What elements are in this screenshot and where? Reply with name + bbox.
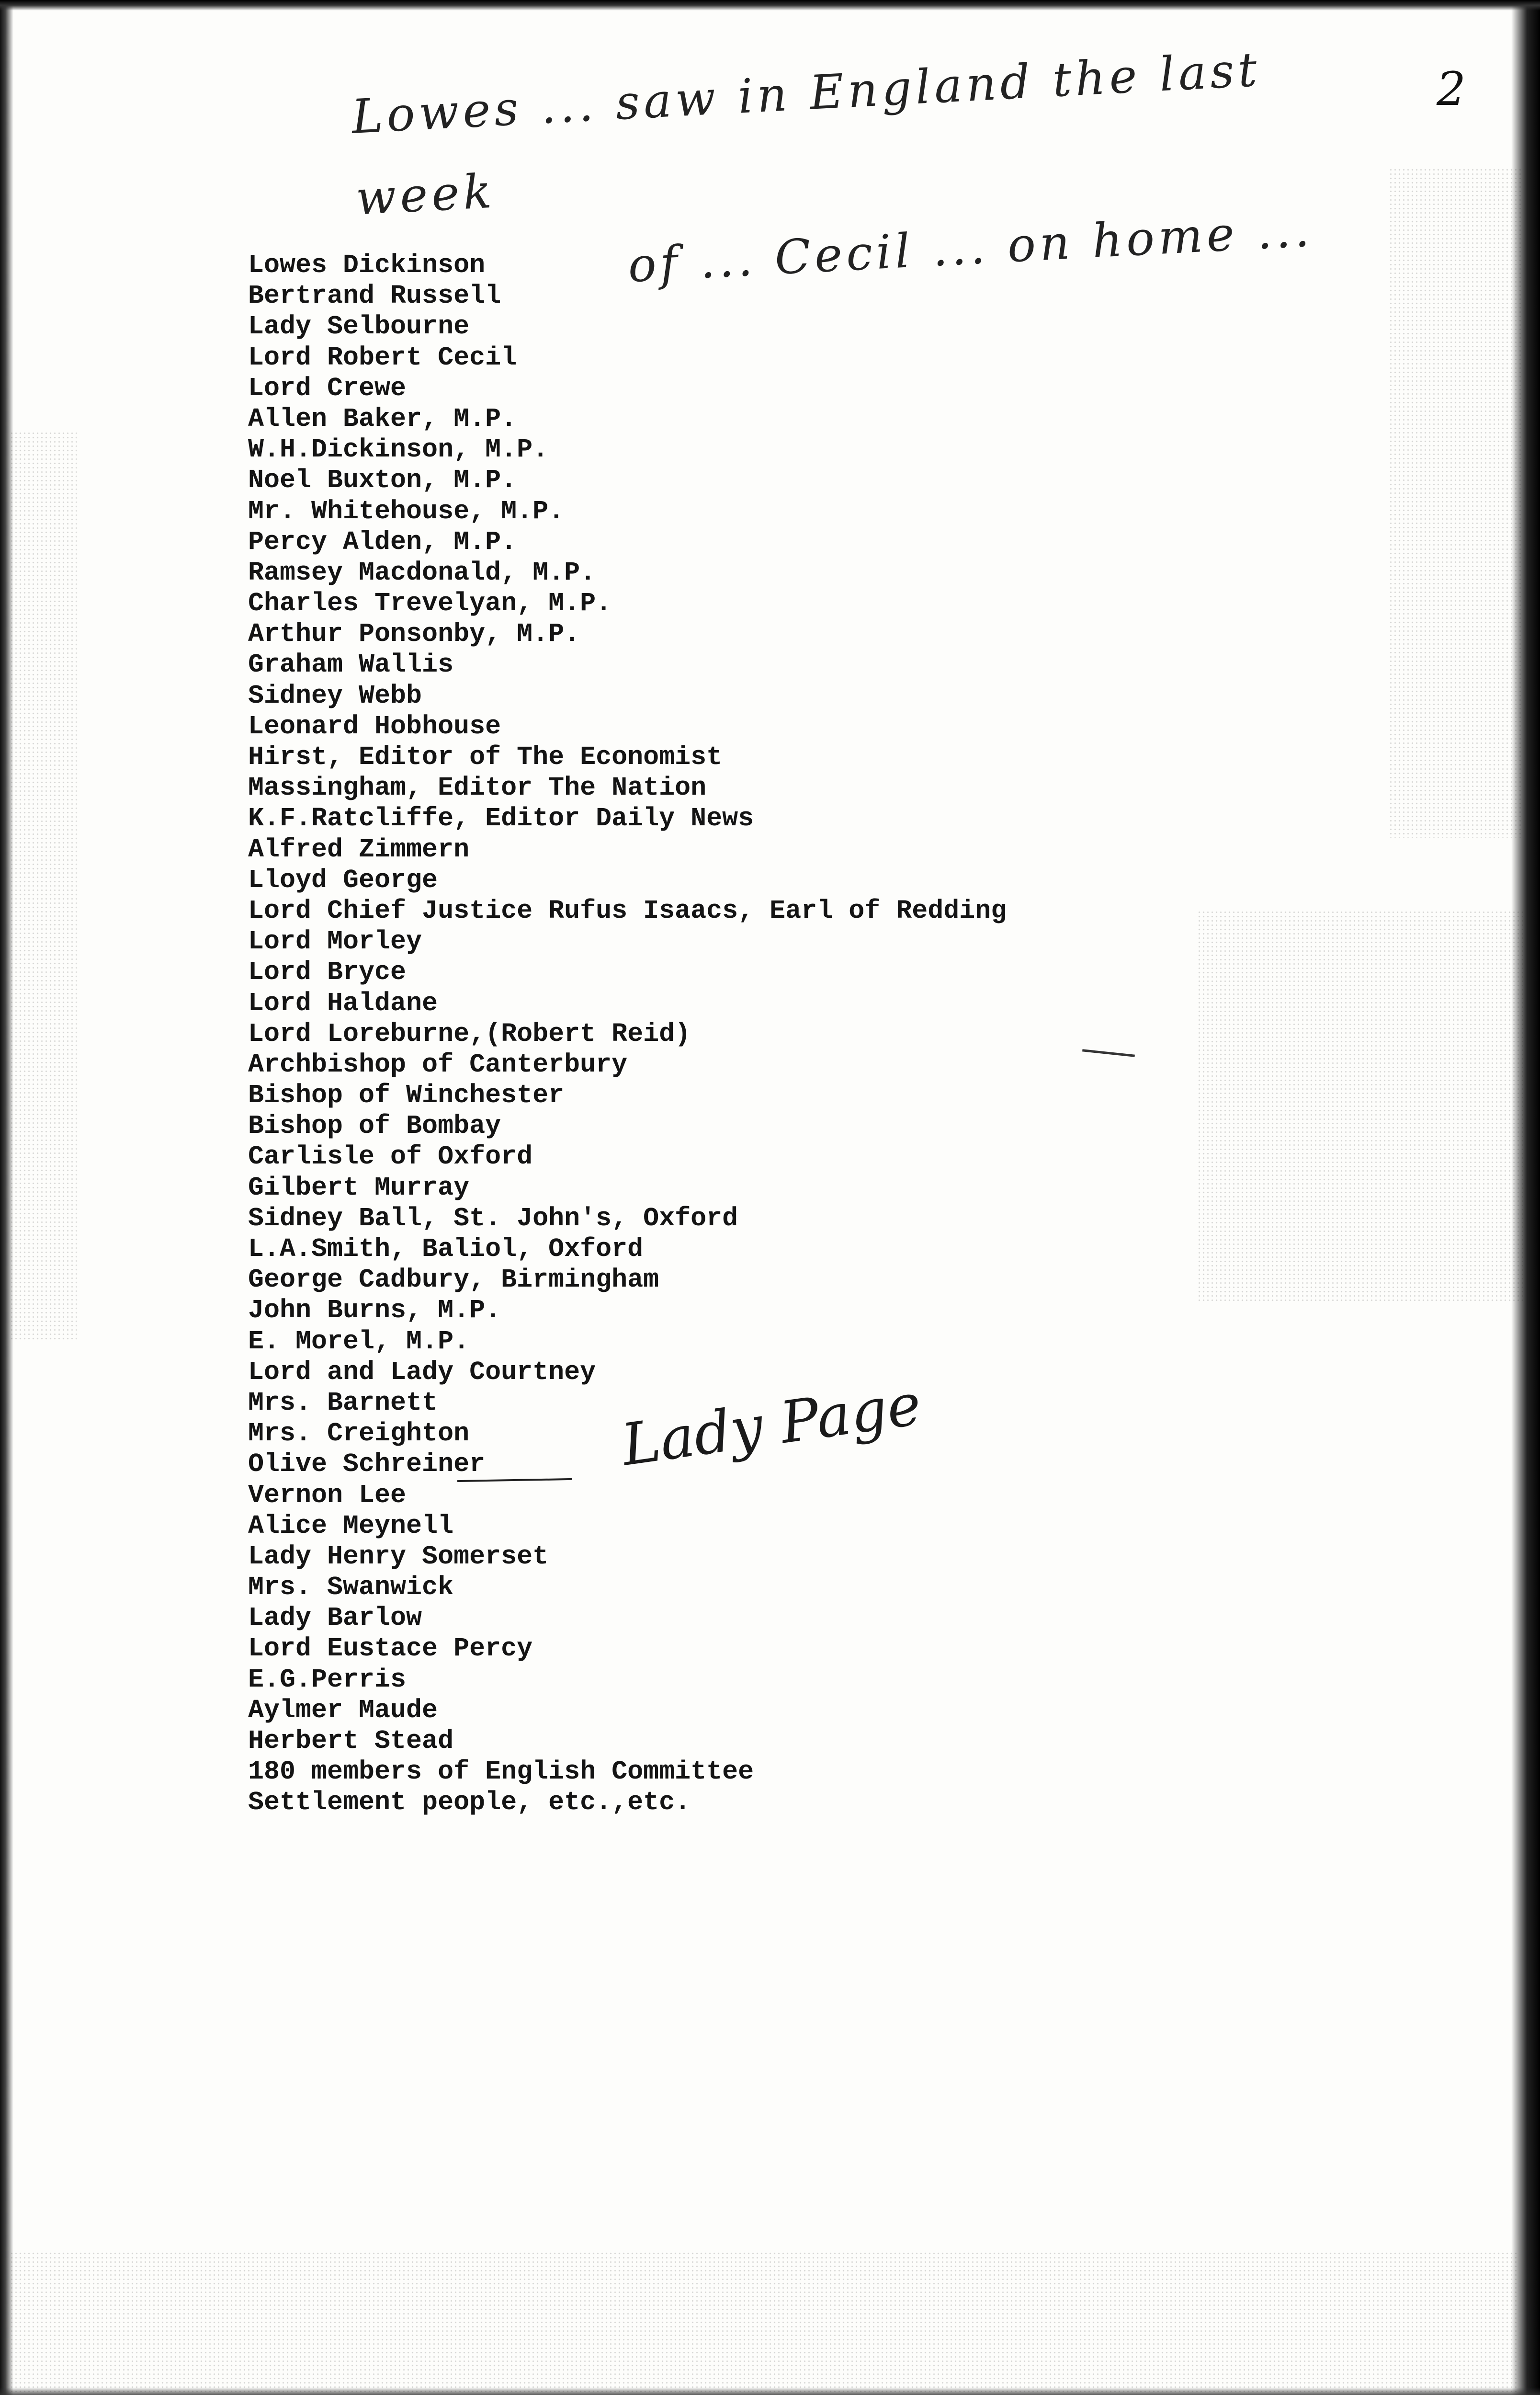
stray-pen-mark xyxy=(1082,1049,1135,1057)
list-item: E.G.Perris xyxy=(248,1664,407,1695)
list-item: Lowes Dickinson xyxy=(248,250,486,280)
list-item: Percy Alden, M.P. xyxy=(248,526,517,557)
handwritten-note-line-2: of ... Cecil ... on home ... xyxy=(626,203,1314,294)
list-item: Bishop of Winchester xyxy=(248,1080,565,1111)
list-item: Lord Morley xyxy=(248,926,422,957)
list-item: Lord and Lady Courtney xyxy=(248,1357,596,1387)
name-list xyxy=(248,250,1007,1818)
list-item: Lord Eustace Percy xyxy=(248,1633,533,1664)
list-item: Noel Buxton, M.P. xyxy=(248,465,517,496)
list-item: Ramsey Macdonald, M.P. xyxy=(248,557,596,588)
list-item: Carlisle of Oxford xyxy=(248,1141,533,1172)
list-item: George Cadbury, Birmingham xyxy=(248,1265,659,1295)
scan-noise-bottom xyxy=(10,2251,1518,2395)
list-item: Aylmer Maude xyxy=(248,1695,438,1725)
page-number: 2 xyxy=(1437,62,1466,116)
list-item: Lloyd George xyxy=(248,865,438,895)
list-item: Lady Henry Somerset xyxy=(248,1541,549,1572)
list-item: W.H.Dickinson, M.P. xyxy=(248,434,549,465)
list-item: Herbert Stead xyxy=(248,1726,454,1756)
list-item: Charles Trevelyan, M.P. xyxy=(248,588,612,619)
list-item: Mrs. Swanwick xyxy=(248,1572,454,1603)
list-item: 180 members of English Committee xyxy=(248,1756,754,1787)
list-item: E. Morel, M.P. xyxy=(248,1326,470,1357)
list-item: John Burns, M.P. xyxy=(248,1295,501,1326)
list-item: Lord Haldane xyxy=(248,988,438,1018)
list-item: Archbishop of Canterbury xyxy=(248,1049,628,1080)
handwritten-note-line-1: Lowes ... saw in England the last week xyxy=(350,42,1262,226)
list-item: Lord Loreburne,(Robert Reid) xyxy=(248,1018,691,1049)
list-item: Mr. Whitehouse, M.P. xyxy=(248,496,565,526)
list-item: Gilbert Murray xyxy=(248,1172,470,1203)
list-item: Alice Meynell xyxy=(248,1510,454,1541)
list-item: Allen Baker, M.P. xyxy=(248,403,517,434)
scan-noise-right xyxy=(1197,910,1523,1303)
list-item: Vernon Lee xyxy=(248,1480,407,1510)
list-item: Lord Chief Justice Rufus Isaacs, Earl of Redding xyxy=(248,895,1007,926)
list-item: Mrs. Barnett xyxy=(248,1387,438,1418)
list-item: Lady Selbourne xyxy=(248,311,470,342)
list-item: Mrs. Creighton xyxy=(248,1418,470,1449)
list-item: Bertrand Russell xyxy=(248,281,501,311)
list-item: Lord Robert Cecil xyxy=(248,342,517,373)
list-item: Olive Schreiner xyxy=(248,1449,486,1480)
list-item: Sidney Ball, St. John's, Oxford xyxy=(248,1203,738,1233)
list-item: Graham Wallis xyxy=(248,650,454,680)
list-item: Sidney Webb xyxy=(248,680,422,711)
list-item: Settlement people, etc.,etc. xyxy=(248,1787,691,1818)
scan-noise-left xyxy=(10,431,77,1341)
list-item: Massingham, Editor The Nation xyxy=(248,773,707,803)
list-item: K.F.Ratcliffe, Editor Daily News xyxy=(248,803,754,834)
list-item: Lady Barlow xyxy=(248,1603,422,1633)
scan-noise-right-upper xyxy=(1389,168,1523,838)
list-item: Arthur Ponsonby, M.P. xyxy=(248,619,580,650)
handwritten-addition: Lady Page xyxy=(618,1371,925,1479)
list-item: Hirst, Editor of The Economist xyxy=(248,742,723,772)
list-item: Leonard Hobhouse xyxy=(248,711,501,741)
list-item: Lord Bryce xyxy=(248,957,407,988)
list-item: L.A.Smith, Baliol, Oxford xyxy=(248,1234,644,1264)
list-item: Lord Crewe xyxy=(248,373,407,403)
list-item: Bishop of Bombay xyxy=(248,1111,501,1141)
scan-edge-top xyxy=(0,0,1540,11)
list-item: Alfred Zimmern xyxy=(248,834,470,865)
